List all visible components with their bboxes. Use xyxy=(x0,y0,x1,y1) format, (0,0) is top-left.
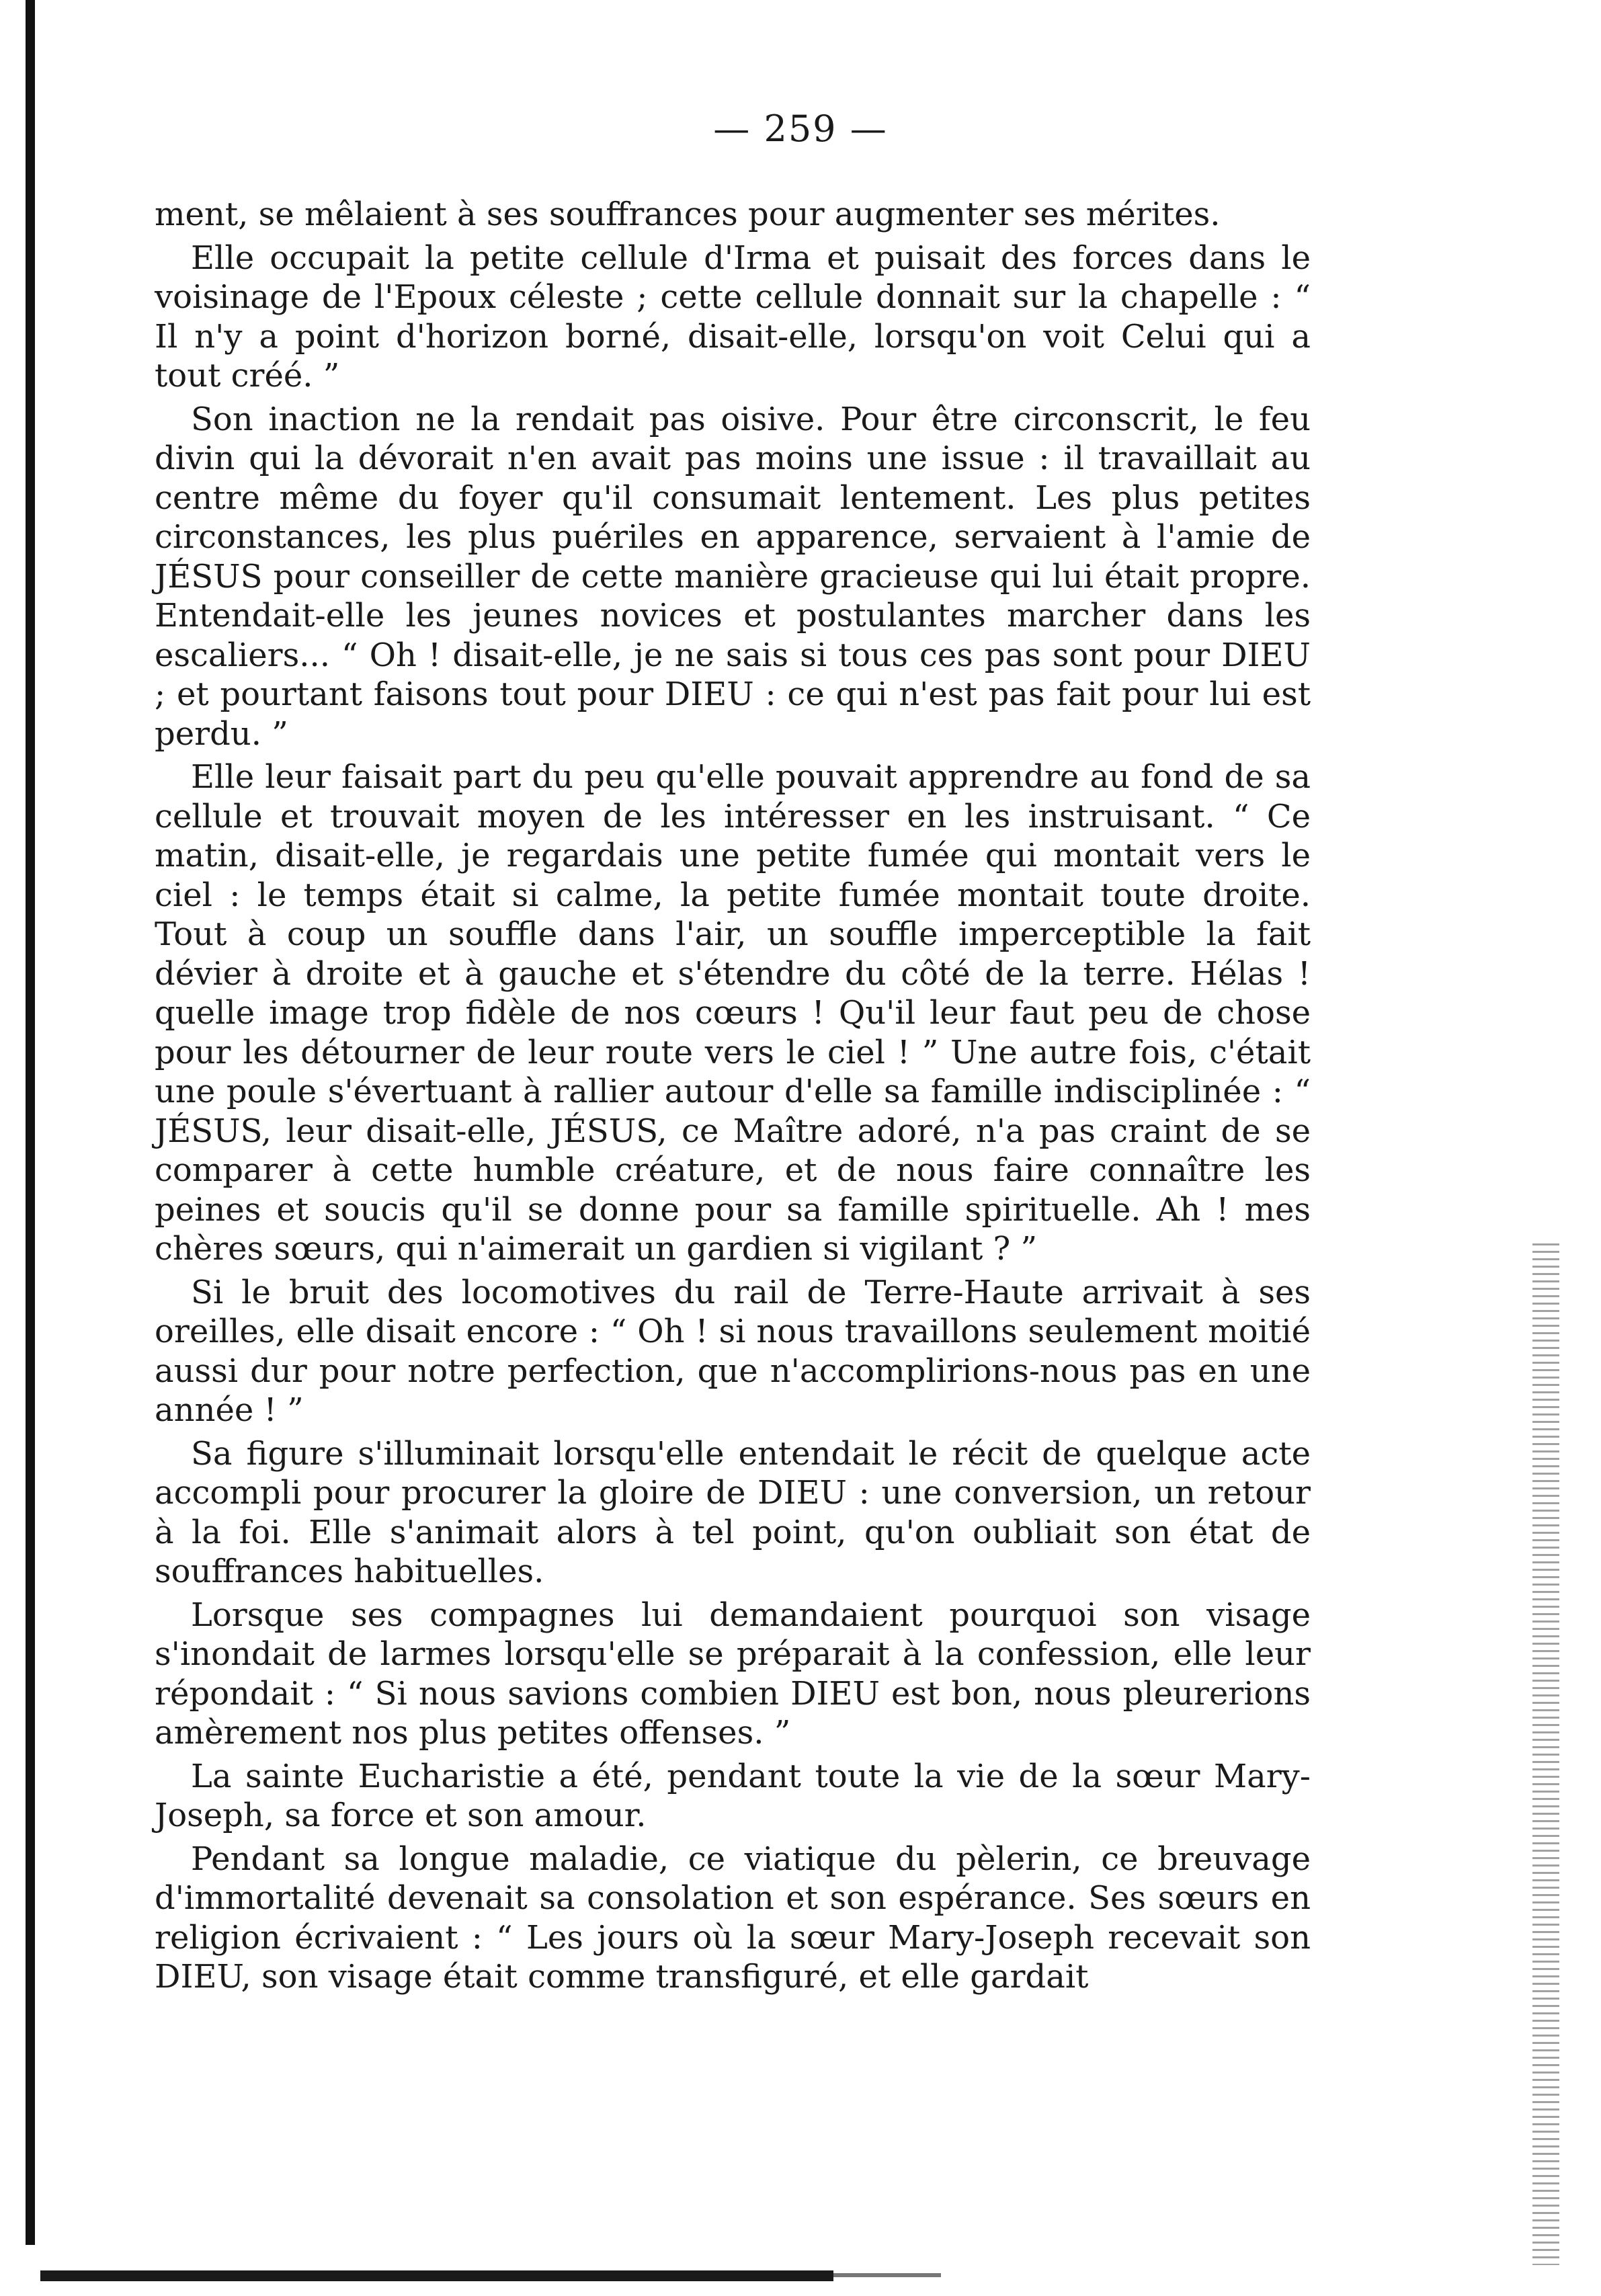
scan-bottom-edge xyxy=(40,2270,833,2281)
paragraph-illness: Pendant sa longue maladie, ce viatique du pèlerin, ce breuvage d'immortalité devenait sa consolation et son espérance. Ses sœurs en religion écrivaient : “ Les jours où la sœur Mary-Joseph recevait son DIEU, son visage était comme transfiguré, et elle gardait xyxy=(155,1840,1311,1996)
page-number: — 259 — xyxy=(713,108,888,150)
scan-page-edge-noise xyxy=(1532,1243,1559,2265)
paragraph-locomotives: Si le bruit des locomotives du rail de Terre-Haute arrivait à ses oreilles, elle disait encore : “ Oh ! si nous travaillons seulement moitié aussi dur pour notre perfection, que n'accomplirions-nous pas en une année ! ” xyxy=(155,1273,1311,1429)
paragraph-eucharist: La sainte Eucharistie a été, pendant toute la vie de la sœur Mary-Joseph, sa force et son amour. xyxy=(155,1757,1311,1834)
scan-bottom-edge-fade xyxy=(833,2273,941,2277)
page-text xyxy=(155,195,1311,2001)
paragraph-confession: Lorsque ses compagnes lui demandaient pourquoi son visage s'inondait de larmes lorsqu'elle se préparait à la confession, elle leur répondait : “ Si nous savions combien DIEU est bon, nous pleurerions amèrement nos plus petites offenses. ” xyxy=(155,1596,1311,1752)
scan-binding-edge xyxy=(26,0,35,2245)
paragraph-lessons: Elle leur faisait part du peu qu'elle pouvait apprendre au fond de sa cellule et trouvait moyen de les intéresser en les instruisant. “ Ce matin, disait-elle, je regardais une petite fumée qui montait vers le ciel : le temps était si calme, la petite fumée montait toute droite. Tout à coup un souffle dans l'air, un souffle imperceptible la fait dévier à droite et à gauche et s'étendre du côté de la terre. Hélas ! quelle image trop fidèle de nos cœurs ! Qu'il leur faut peu de chose pour les détourner de leur route vers le ciel ! ” Une autre fois, c'était une poule s'évertuant à rallier autour d'elle sa famille indisciplinée : “ JÉSUS, leur disait-elle, JÉSUS, ce Maître adoré, n'a pas craint de se comparer à cette humble créature, et de nous faire connaître les peines et soucis qu'il se donne pour sa famille spirituelle. Ah ! mes chères sœurs, qui n'aimerait un gardien si vigilant ? ” xyxy=(155,758,1311,1268)
paragraph-continued: ment, se mêlaient à ses souffrances pour augmenter ses mérites. xyxy=(155,196,1221,233)
paragraph-inaction: Son inaction ne la rendait pas oisive. Pour être circonscrit, le feu divin qui la dévorait n'en avait pas moins une issue : il travaillait au centre même du foyer qu'il consumait lentement. Les plus petites circonstances, les plus puériles en apparence, servaient à l'amie de JÉSUS pour conseiller de cette manière gracieuse qui lui était propre. Entendait-elle les jeunes novices et postulantes marcher dans les escaliers... “ Oh ! disait-elle, je ne sais si tous ces pas sont pour DIEU ; et pourtant faisons tout pour DIEU : ce qui n'est pas fait pour lui est perdu. ” xyxy=(155,400,1311,753)
paragraph-cell: Elle occupait la petite cellule d'Irma et puisait des forces dans le voisinage de l'Epoux céleste ; cette cellule donnait sur la chapelle : “ Il n'y a point d'horizon borné, disait-elle, lorsqu'on voit Celui qui a tout créé. ” xyxy=(155,239,1311,395)
paragraph-glory: Sa figure s'illuminait lorsqu'elle entendait le récit de quelque acte accompli pour procurer la gloire de DIEU : une conversion, un retour à la foi. Elle s'animait alors à tel point, qu'on oubliait son état de souffrances habituelles. xyxy=(155,1434,1311,1590)
